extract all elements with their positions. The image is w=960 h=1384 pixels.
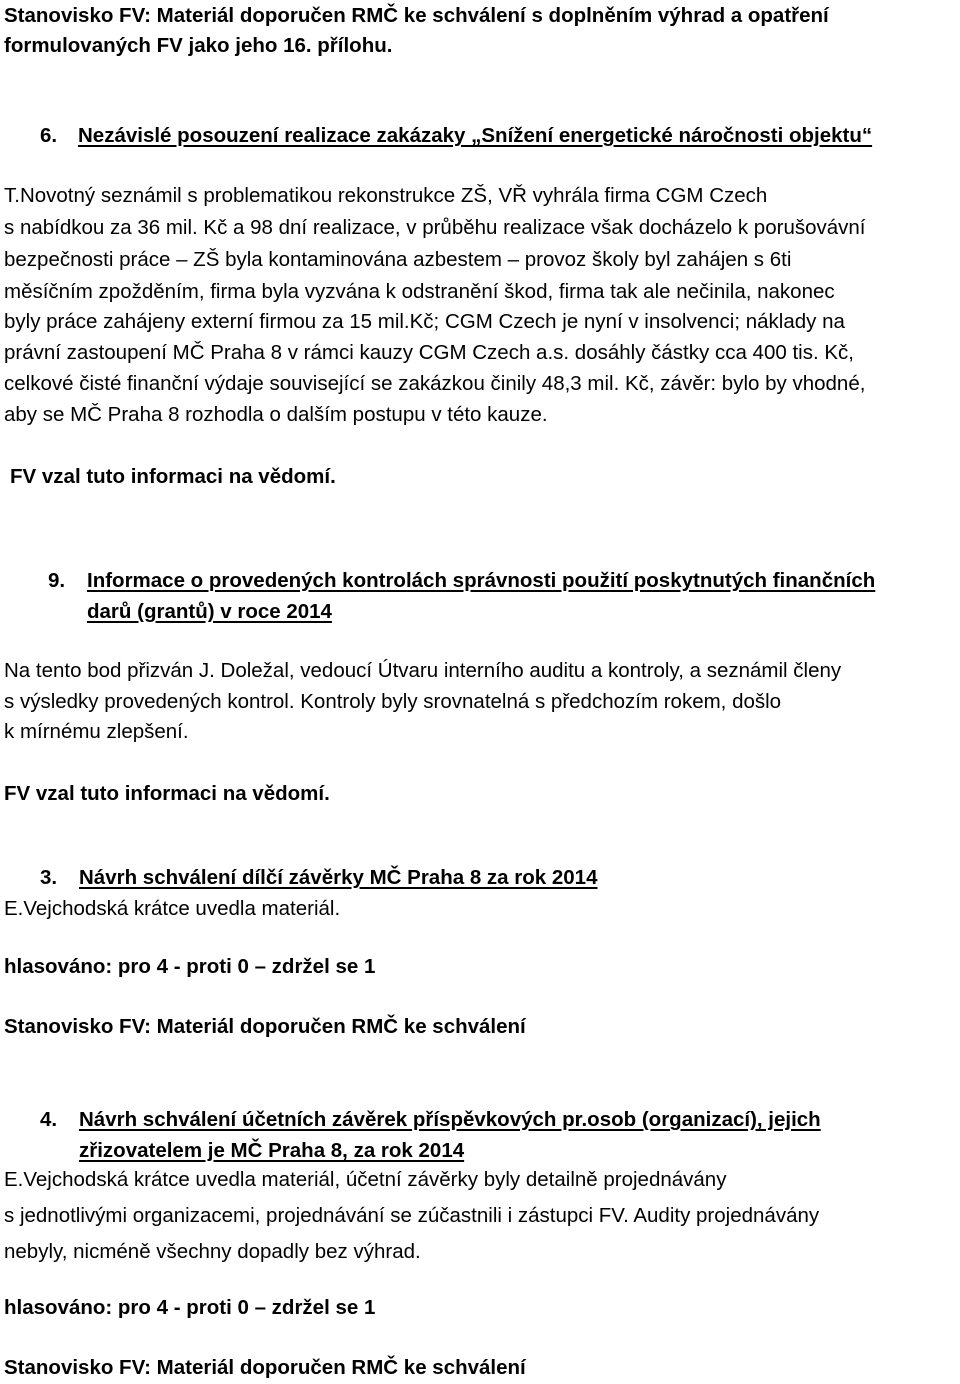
item4-title-continued: zřizovatelem je MČ Praha 8, za rok 2014 — [79, 1139, 465, 1162]
item6-body-line: byly práce zahájeny externí firmou za 15 mil.Kč; CGM Czech je nyní v insolvenci; náklady na — [4, 310, 845, 333]
item6-body-line: bezpečnosti práce – ZŠ byla kontaminována azbestem – provoz školy byl zahájen s 6ti — [4, 248, 792, 271]
item6-body-line: T.Novotný seznámil s problematikou rekonstrukce ZŠ, VŘ vyhrála firma CGM Czech — [4, 184, 768, 207]
item3-body-line: E.Vejchodská krátce uvedla materiál. — [4, 897, 341, 920]
item4-vote: hlasováno: pro 4 - proti 0 – zdržel se 1 — [4, 1296, 376, 1319]
item6-number: 6. — [40, 124, 58, 147]
item3-opinion: Stanovisko FV: Materiál doporučen RMČ ke schválení — [4, 1015, 526, 1038]
item9-title-continued: darů (grantů) v roce 2014 — [87, 600, 332, 623]
item4-body-line: E.Vejchodská krátce uvedla materiál, účetní závěrky byly detailně projednávány — [4, 1168, 727, 1191]
item6-heading — [40, 121, 872, 151]
item4-title: Návrh schválení účetních závěrek příspěvkových pr.osob (organizací), jejich — [79, 1108, 821, 1131]
item9-title: Informace o provedených kontrolách správnosti použití poskytnutých finančních — [87, 569, 876, 592]
header-line: formulovaných FV jako jeho 16. přílohu. — [4, 34, 393, 57]
item6-body-line: celkové čisté finanční výdaje související se zakázkou činily 48,3 mil. Kč, závěr: bylo by vhodné, — [4, 372, 866, 395]
item4-body-line: s jednotlivými organizacemi, projednávání se zúčastnili i zástupci FV. Audity projednávány — [4, 1204, 820, 1227]
item6-title: Nezávislé posouzení realizace zakázaky „Snížení energetické náročnosti objektu“ — [78, 124, 873, 147]
item9-body-line: k mírnému zlepšení. — [4, 720, 189, 743]
item9-resolution: FV vzal tuto informaci na vědomí. — [4, 782, 330, 805]
item3-vote: hlasováno: pro 4 - proti 0 – zdržel se 1 — [4, 955, 376, 978]
item4-opinion: Stanovisko FV: Materiál doporučen RMČ ke schválení — [4, 1356, 526, 1379]
item3-heading — [40, 863, 597, 893]
item4-heading — [40, 1105, 821, 1135]
item6-resolution: FV vzal tuto informaci na vědomí. — [10, 465, 336, 488]
item4-body-line: nebyly, nicméně všechny dopadly bez výhrad. — [4, 1240, 421, 1263]
item4-number: 4. — [40, 1108, 58, 1131]
item9-body-line: s výsledky provedených kontrol. Kontroly byly srovnatelná s předchozím rokem, došlo — [4, 690, 782, 713]
item6-body-line: právní zastoupení MČ Praha 8 v rámci kauzy CGM Czech a.s. dosáhly částky cca 400 tis. Kč, — [4, 341, 854, 364]
item6-body-line: měsíčním zpožděním, firma byla vyzvána k odstranění škod, firma tak ale nečinila, nakonec — [4, 280, 835, 303]
header-line: Stanovisko FV: Materiál doporučen RMČ ke schválení s doplněním výhrad a opatření — [4, 4, 829, 27]
item6-body-line: s nabídkou za 36 mil. Kč a 98 dní realizace, v průběhu realizace však docházelo k porušovávní — [4, 216, 866, 239]
item3-title: Návrh schválení dílčí závěrky MČ Praha 8 za rok 2014 — [79, 866, 598, 889]
item3-number: 3. — [40, 866, 58, 889]
item9-number: 9. — [48, 569, 66, 592]
item9-heading — [48, 566, 875, 596]
item9-body-line: Na tento bod přizván J. Doležal, vedoucí Útvaru interního auditu a kontroly, a seznámil členy — [4, 659, 842, 682]
item6-body-line: aby se MČ Praha 8 rozhodla o dalším postupu v této kauze. — [4, 403, 548, 426]
